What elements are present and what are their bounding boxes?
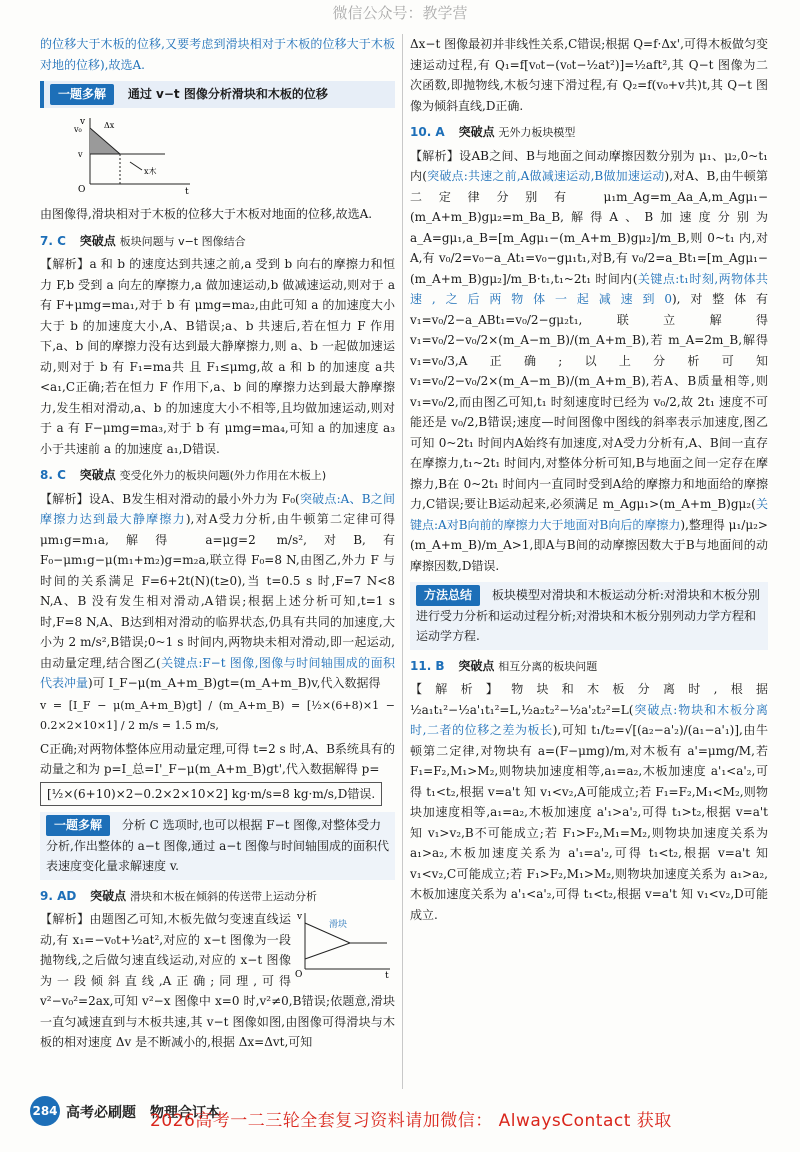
watermark: 微信公众号：教学营 [332, 4, 468, 22]
question-9-analysis: 【解析】由题图乙可知,木板先做匀变速直线运动,有 x₁=−v₀t+½at²,对应的 x−t 图像为一段抛物线,之后做匀速直线运动,对应的 x−t 图像为一段倾斜直线,A正确;同理,可得 v²−v₀²=2ax,可知 v²−x 图像中 x=0 时,v²≠0,B错误;依题意,滑块一直匀减速直到与木板共速,其 v−t 图像如图,由图像可得滑块与木板的相对速度 Δv 是不断减小的,根据 Δx=Δvt,可知 [40, 912, 395, 1049]
fig2-x-label: t [385, 971, 389, 979]
column-divider [402, 34, 403, 1089]
fig1-dx: Δx [104, 120, 115, 130]
q10-key-2: 关键点:A对B向前的摩擦力大于地面对B向后的摩擦力 [410, 497, 768, 532]
book-title: 高考必刷题 物理合订本 [66, 1105, 220, 1121]
question-9-number: 9. AD [40, 888, 77, 903]
q8-text-4: C正确;对两物体整体应用动量定理,可得 t=2 s 时,A、B系统具有的动量之和为 p=I_总=I'_F−μ(m_A+m_B)gt',代入数据解得 p= [40, 741, 395, 776]
fig2-origin: O [295, 970, 303, 979]
multi-solution-title: 通过 v−t 图像分析滑块和木板的位移 [127, 87, 328, 101]
q8-text-3: )可 I_F−μ(m_A+m_B)gt=(m_A+m_B)v,代入数据得 [88, 676, 381, 690]
breakthrough-label: 突破点 [458, 125, 495, 139]
question-11-number: 11. B [410, 658, 445, 673]
q11-text-1: 【解析】物块和木板分离时,根据 ½a₁t₁²−½a'₁t₁²=L,½a₂t₂²−½a'₂t₂²=L( [410, 682, 768, 717]
question-9-head [40, 886, 395, 908]
q10-text-2: ),对A、B,由牛顿第二定律分别有 μ₁m_Ag=m_Aa_A,m_Agμ₁−(m_A+m_B)gμ₂=m_Ba_B,解得A、B加速度分别为 a_A=gμ₁,a_B=[m_Agμ₁−(m_A+m_B)gμ₂]/m_B,则 0~t₁ 内,对A,有 v₀/2=v₀−a_At₁=v₀−gμ₁t₁,对B,有 v₀/2=a_Bt₁=[m_Agμ₁−(m_A+m_B)gμ₂]/m_B·t₁,t₁~2t₁ 时间内( [410, 169, 769, 286]
question-8-head [40, 465, 395, 487]
question-11-analysis [410, 679, 768, 925]
right-column [410, 34, 768, 927]
q8-equation-1: v = [I_F − μ(m_A+m_B)gt] / (m_A+m_B) = [½×(6+8)×1 − 0.2×2×10×1] / 2 m/s = 1.5 m/s, [40, 698, 395, 732]
multi-solution-label: 一题多解 [46, 815, 110, 836]
q11-breakthrough: 突破点:物块和木板分离时,二者的位移之差为板长 [410, 702, 768, 737]
breakthrough-label: 突破点 [458, 658, 495, 673]
question-10-topic: 无外力板块模型 [498, 126, 576, 139]
page-number: 284 [30, 1096, 60, 1126]
fig1-origin: O [78, 184, 86, 194]
breakthrough-label: 突破点 [90, 888, 127, 903]
left-column [40, 34, 395, 1055]
multi-solution-text-2: 分析 C 选项时,也可以根据 F−t 图像,对整体受力分析,作出整体的 a−t 图像,通过 a−t 图像与时间轴围成的面积代表速度变化量求解速度 v. [46, 818, 389, 873]
q11-text-2: ),可知 t₁/t₂=√[(a₂−a'₂)/(a₁−a'₁)],由牛顿第二定律,对物块有 a=(F−μmg)/m,对木板有 a'=μmg/M,若 F₁=F₂,M₁>M₂,则物块加速度相等,a₁=a₂,木板加速度 a'₁<a'₂,可得 t₁<t₂,根据 v=a't 知 v₁<v₂,A可能成立;若 F₁=F₂,M₁<M₂,则物块加速度相等,a₁=a₂,木板加速度 a'₁>a'₂,可得 t₁>t₂,根据 v=a't 知 v₁>v₂,B不可能成立;若 F₁>F₂,M₁=M₂,则物块加速度关系为 a₁>a₂,木板加速度关系为 a'₁=a'₂,可得 t₁<t₂,根据 v=a't 知 v₁<v₂,C可能成立;若 F₁>F₂,M₁>M₂,则物块加速度关系为 a₁>a₂,木板加速度关系为 a'₁<a'₂,可得 t₁<t₂,根据 v=a't 知 v₁<v₂,D可能成立. [410, 723, 768, 922]
multi-solution-box-2 [40, 812, 395, 880]
promo-banner: 2026高考一二三轮全套复习资料请加微信： AlwaysContact 获取 [150, 1111, 672, 1131]
q8-equation-2 [40, 782, 395, 807]
question-8-topic: 变受化外力的板块问题(外力作用在木板上) [119, 469, 327, 482]
page-footer [30, 1096, 770, 1131]
question-8-number: 8. C [40, 468, 66, 482]
fig1-v0: v₀ [74, 124, 82, 134]
question-7-head [40, 231, 395, 253]
vt-graph-figure-1 [70, 114, 200, 194]
q10-text-3: ),对整体有 v₁=v₀/2−a_ABt₁=v₀/2−gμ₂t₁,联立解得 v₁=v₀/2−v₀/2×(m_A−m_B)/(m_A+m_B),若 m_A=2m_B,解得 v₁=v₀/3,A正确;以上分析可知 v₁=v₀/2−v₀/2×(m_A−m_B)/(m_A+m_B),若A、B质量相等,则 v₁=v₀/2,而由图乙可知,t₁ 时刻速度时已经为 v₀/2,故 2t₁ 速度不可能还是 v₀/2,B错误;速度—时间图像中图线的斜率表示加速度,图乙可知 0~2t₁ 时间内A始终有加速度,对A受力分析有,A、B间一直存在摩擦力,t₁~2t₁ 时间内,对整体分析可知,B与地面之间一定存在摩擦力,B在 0~2t₁ 时间内一直同时受到A给的摩擦力和地面给的摩擦力,C错误;要让B运动起来,必须满足 m_Agμ₁>(m_A+m_B)gμ₂( [410, 292, 769, 511]
question-8-analysis [40, 489, 395, 694]
multi-solution-label: 一题多解 [50, 84, 114, 105]
question-7-number: 7. C [40, 233, 66, 248]
fig2-y-label: v [297, 912, 303, 922]
q9-continued: Δx−t 图像最初并非线性关系,C错误;根据 Q=f·Δx',可得木板做匀变速运动过程,有 Q₁=f[v₀t−(v₀t−½at²)]=½aft²,其 Q−t 图像为二次函数,即抛物线,木板匀速下滑过程,有 Q₂=f(v₀+v共)t,其 Q−t 图像为倾斜直线,D正确. [410, 37, 768, 113]
fig1-v: v [78, 149, 83, 159]
breakthrough-label: 突破点 [79, 468, 116, 482]
question-9-topic: 滑块和木板在倾斜的传送带上运动分析 [130, 889, 318, 903]
question-11-head [410, 656, 768, 678]
q8-breakthrough: 突破点:A、B之间摩擦力达到最大静摩擦力 [40, 491, 395, 526]
question-7-analysis: 【解析】a 和 b 的速度达到共速之前,a 受到 b 向右的摩擦力和恒力 F,b 受到 a 向左的摩擦力,a 做加速运动,b 做减速运动,则对于 a 有 F+μmg=ma₁,对于 b 有 μmg=ma₂,由此可知 a 的加速度大小大于 b 的加速度大小,A、B错误;a、b 共速后,若在恒力 F 作用下,a、b 间的摩擦力没有达到最大静摩擦力,则 a、b 一起做加速运动,则对于 b 有 F₁=ma共 且 F₁≤μmg,故 a 和 b 的加速度 a共<a₁,C正确;若在恒力 F 作用下,a、b 间的摩擦力达到最大静摩擦力,发生相对滑动,a、b 的加速度大小不相等,且均做加速运动,则对于 a 有 F−μmg=ma₃,对于 b 有 μmg=ma₄,可知 a 的加速度 a₃ 小于共速前 a 的加速度 a₁,D错误. [40, 257, 395, 456]
vt-graph-figure-2 [295, 909, 395, 979]
question-9-body [40, 909, 395, 1053]
breakthrough-label: 突破点 [79, 233, 116, 248]
method-summary-text: 板块模型对滑块和木板运动分析:对滑块和木板分别进行受力分析和运动过程分析;对滑块和木板分别列动力学方程和运动学方程. [416, 588, 760, 643]
question-10-number: 10. A [410, 125, 445, 139]
question-10-head [410, 122, 768, 144]
fig1-x-label: t [185, 186, 189, 194]
question-11-topic: 相互分离的板块问题 [498, 659, 598, 673]
question-10-analysis [410, 146, 768, 577]
fig1-y-label: v [80, 116, 86, 127]
q8-key: 关键点:F−t 图像,图像与时间轴围成的面积代表冲量 [40, 655, 395, 690]
q8-equation-2-box: [½×(6+10)×2−0.2×2×10×2] kg·m/s=8 kg·m/s,D错误. [40, 782, 382, 807]
continued-text: 的位移大于木板的位移,又要考虑到滑块相对于木板的位移大于木板对地的位移),故选A. [40, 37, 395, 72]
method-summary-label: 方法总结 [416, 585, 480, 606]
q8-text-1: 【解析】设A、B发生相对滑动的最小外力为 F₀( [40, 491, 300, 506]
q8-text-2: ),对A受力分析,由牛顿第二定律可得 μm₁g=m₁a,解得 a=μg=2 m/s²,对B,有 F₀−μm₁g−μ(m₁+m₂)g=m₂a,联立得 F₀=8 N,由图乙,外力 F 与时间的关系满足 F=6+2t(N)(t≥0),当 t=0.5 s 时,F=7 N<8 N,A、B 没有发生相对滑动,A错误;根据上述分析可知,t=1 s 时,F=8 N,A、B达到相对滑动的临界状态,仍具有共同的加速度,大小为 2 m/s²,B错误;0~1 s 时间内,两物块未相对滑动,即一起运动,由动量定理,结合图乙( [40, 512, 395, 670]
q10-breakthrough: 突破点:共速之前,A做减速运动,B做加速运动 [426, 169, 665, 183]
fig1-xmu: x木 [144, 166, 157, 176]
q10-key: 关键点:t₁时刻,两物体共速,之后两物体一起减速到0 [410, 271, 768, 306]
multi-solution-bar-1 [40, 81, 395, 108]
multi-solution-text-1: 由图像得,滑块相对于木板的位移大于木板对地面的位移,故选A. [40, 207, 373, 221]
question-7-topic: 板块问题与 v−t 图像结合 [119, 234, 246, 248]
q10-text-4: ),整理得 μ₁/μ₂>(m_A+m_B)/m_A>1,即A与B间的动摩擦因数大于B与地面间的动摩擦因数,D错误. [410, 517, 768, 573]
method-summary-box [410, 582, 768, 650]
q10-text-1: 【解析】设AB之间、B与地面之间动摩擦因数分别为 μ₁、μ₂,0~t₁ 内( [410, 148, 768, 183]
fig2-slider-label: 滑块 [329, 920, 348, 930]
